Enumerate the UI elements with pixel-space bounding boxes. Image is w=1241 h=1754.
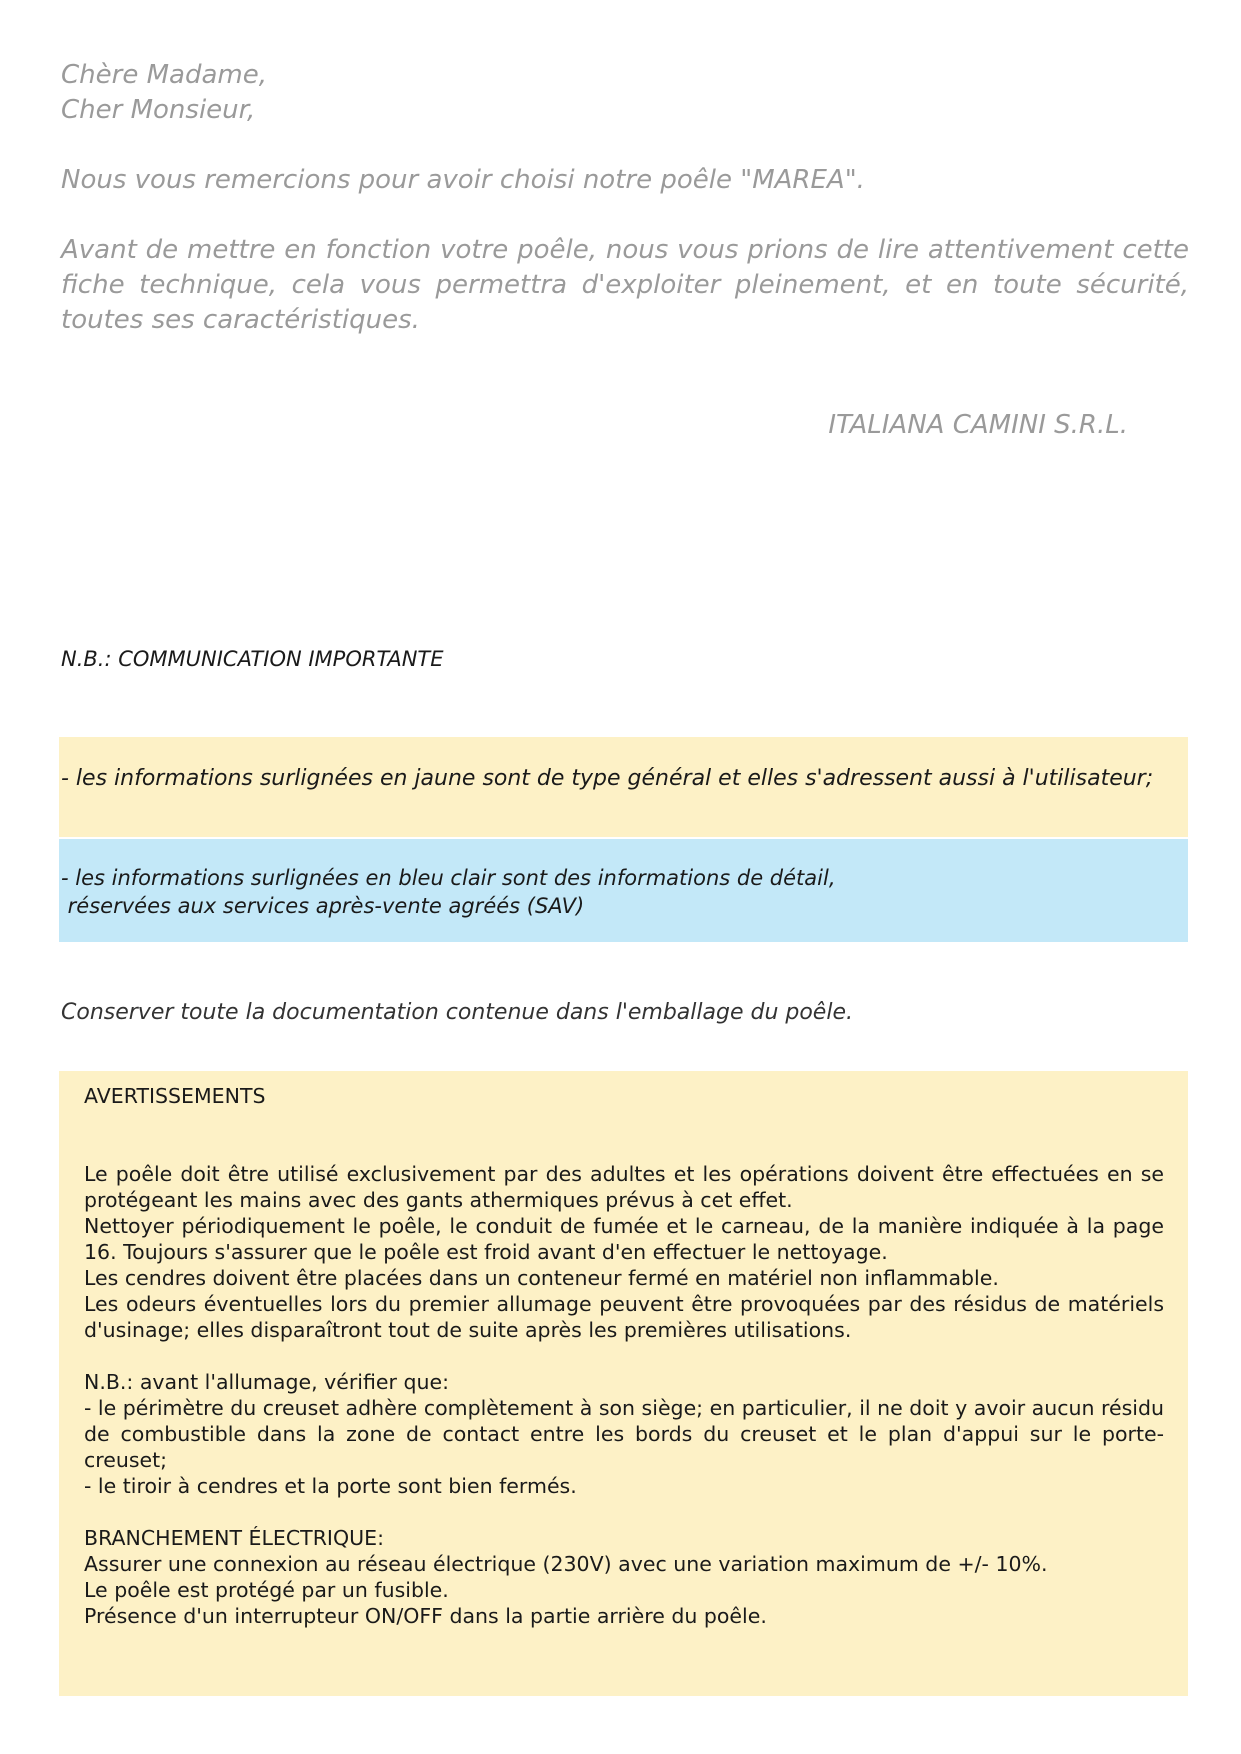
- yellow-highlight-box: [59, 737, 1188, 837]
- warnings-box: [59, 1071, 1188, 1696]
- warnings-title: AVERTISSEMENTS: [84, 1084, 266, 1108]
- blue-highlight-line-2: réservées aux services après-vente agréés (SAV): [61, 894, 585, 918]
- blue-highlight-box: [59, 839, 1188, 942]
- intro-letter: [61, 58, 1189, 338]
- nb-check-item-crucible: - le périmètre du creuset adhère complètement à son siège; en particulier, il ne doit y avoir aucun résidu de combustible dans la zone de contact entre les bords du creuset et le plan d'appui sur le porte-creuset;: [84, 1396, 1164, 1472]
- salutation-madame: Chère Madame,: [61, 60, 267, 90]
- electrical-title: BRANCHEMENT ÉLECTRIQUE:: [84, 1526, 384, 1550]
- electrical-fuse: Le poêle est protégé par un fusible.: [84, 1578, 449, 1602]
- warning-adults: Le poêle doit être utilisé exclusivement par des adultes et les opérations doivent être effectuées en se protégeant les mains avec des gants athermiques prévus à cet effet.: [84, 1162, 1164, 1212]
- warning-cleaning: Nettoyer périodiquement le poêle, le conduit de fumée et le carneau, de la manière indiquée à la page 16. Toujours s'assurer que le poêle est froid avant d'en effectuer le nettoyage.: [84, 1214, 1164, 1264]
- yellow-highlight-text: - les informations surlignées en jaune sont de type général et elles s'adressent aussi à l'utilisateur;: [61, 766, 1154, 791]
- salutation-monsieur: Cher Monsieur,: [61, 95, 256, 125]
- thanks-text: Nous vous remercions pour avoir choisi notre poêle "MAREA".: [61, 165, 865, 195]
- warning-odors: Les odeurs éventuelles lors du premier allumage peuvent être provoquées par des résidus de matériels d'usinage; elles disparaîtront tout de suite après les premières utilisations.: [84, 1292, 1164, 1342]
- electrical-voltage: Assurer une connexion au réseau électrique (230V) avec une variation maximum de +/- 10%.: [84, 1552, 1048, 1576]
- blue-highlight-line-1: - les informations surlignées en bleu clair sont des informations de détail,: [61, 866, 836, 890]
- nb-check-title: N.B.: avant l'allumage, vérifier que:: [84, 1370, 449, 1394]
- warning-ashes: Les cendres doivent être placées dans un conteneur fermé en matériel non inflammable.: [84, 1266, 999, 1290]
- company-signature: ITALIANA CAMINI S.R.L.: [828, 410, 1128, 440]
- nb-check-item-drawer: - le tiroir à cendres et la porte sont bien fermés.: [84, 1474, 577, 1498]
- nb-heading: N.B.: COMMUNICATION IMPORTANTE: [61, 647, 444, 671]
- electrical-switch: Présence d'un interrupteur ON/OFF dans la partie arrière du poêle.: [84, 1604, 767, 1628]
- conserve-notice: Conserver toute la documentation contenue dans l'emballage du poêle.: [61, 1000, 853, 1025]
- read-notice-text: Avant de mettre en fonction votre poêle, nous vous prions de lire attentivement cette fiche technique, cela vous permettra d'exploiter pleinement, et en toute sécurité, toutes ses caractéristiques.: [61, 235, 1189, 335]
